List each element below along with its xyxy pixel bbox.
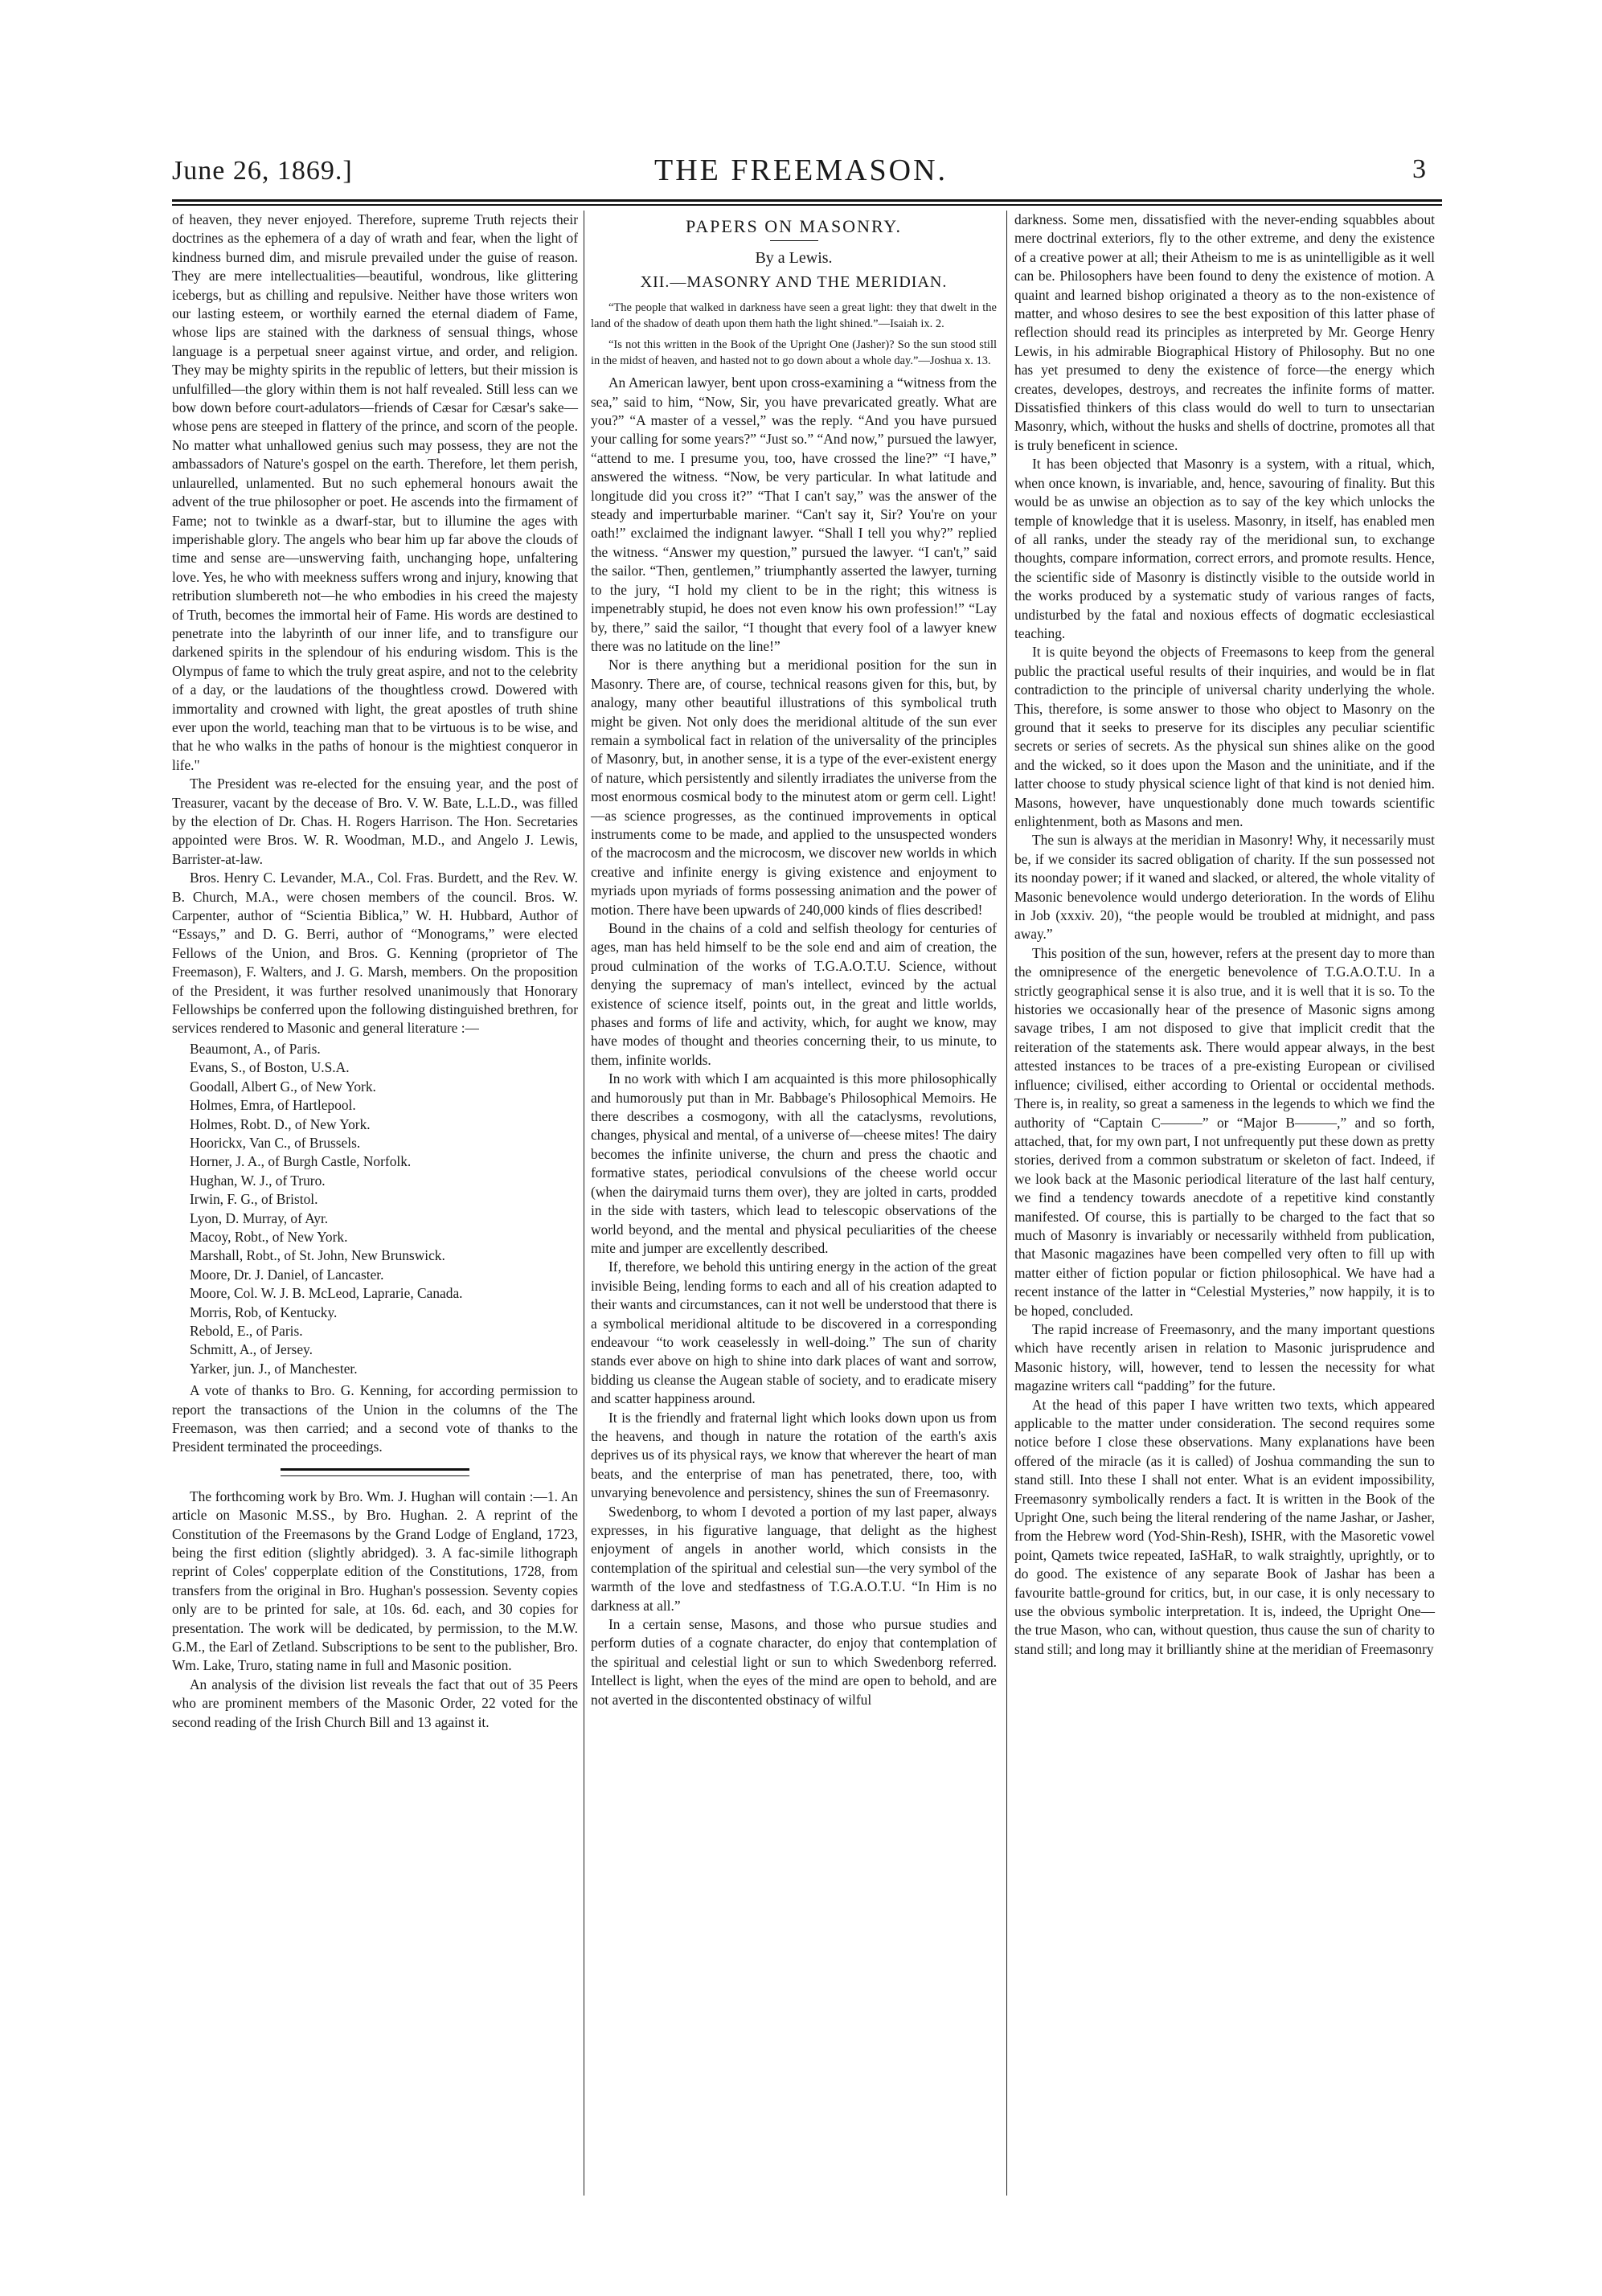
paragraph: Bound in the chains of a cold and selfish theology for centuries of ages, man has held himself to be the sole end and aim of creation, the proud culmination of the works of T.G.A.O.T.U. Science, without denying the supremacy of man's intellect, evinced by the actual existence of science itself, points out, in the great and little worlds, phases and forms of life and activity, which, for aught we know, may have modes of thought and theories concerning their, to us minute, to them, infinite worlds. — [591, 920, 997, 1068]
masthead — [172, 153, 1458, 201]
list-item: Moore, Dr. J. Daniel, of Lancaster. — [190, 1266, 384, 1283]
page-number: 3 — [1412, 154, 1426, 184]
paragraph: In no work with which I am acquainted is this more philosophically and humorously put than in Mr. Babbage's Philosophical Memoirs. He there describes a cosmogony, with all the cataclysms, revolutions, changes, physical and mental, of a universe of—cheese mites! The dairy becomes the infinite universe, the churn and press the chaotic and formative states, periodical convulsions of the cheese world occur (when the dairymaid turns them over), they are jolted in carts, prodded in the side with tasters, which lead to telescopic observations of the world beyond, and the mental and physical peculiarities of the cheese mite and jumper are excellently described. — [591, 1070, 997, 1256]
column-1 — [172, 211, 578, 1732]
notice-paragraph: The forthcoming work by Bro. Wm. J. Hughan will contain :—1. An article on Masonic M.SS., by Bro. Hughan. 2. A reprint of the Constitution of the Freemasons by the Grand Lodge of England, 1723, being the first edition (slightly abridged). 3. A fac-simile lithograph reprint of Coles' copperplate edition of the Constitutions, 1728, from transfers from the original in Bro. Hughan's possession. Seventy copies only are to be printed for sale, at 10s. 6d. each, and 30 copies for presentation. The work will be dedicated, by permission, to the M.W. G.M., the Earl of Zetland. Subscriptions to be sent to the publisher, Bro. Wm. Lake, Truro, stating name in full and Masonic position. — [172, 1488, 578, 1674]
paragraph: It is quite beyond the objects of Freemasons to keep from the general public the practical useful results of their inquiries, and would be in flat contradiction to the principle of universal charity underlying the whole. This, therefore, is some answer to those who object to Masonry on the ground that it seeks to preserve for its disciples any peculiar scientific secrets or series of secrets. As the physical sun shines alike on the good and the wicked, so it does upon the Mason and the uninitiate, and if the latter choose to study physical science light of that kind is not denied him. Masons, however, have unquestionably done much towards scientific enlightenment, both as Masons and men. — [1014, 644, 1435, 829]
list-item: Rebold, E., of Paris. — [190, 1322, 303, 1339]
paragraph: At the head of this paper I have written two texts, which appeared applicable to the matter under consideration. The second requires some notice before I close these observations. Many explanations have been offered of the miracle (as it is called) of Joshua commanding the sun to stand still. Into these I shall not enter. What is an evident impossibility, Freemasonry symbolically renders a fact. It is written in the Book of the Upright One, such being the literal rendering of the name Jashar, or Jasher, from the Hebrew word (Yod-Shin-Resh), ISHR, with the Masoretic vowel point, Qamets twice repeated, IaSHaR, to walk straightly, uprightly, or to do good. The existence of any separate Book of Jashar has been a favourite battle-ground for critics, but, in our case, it is only necessary to use the obvious symbolic interpretation. It is, indeed, the Upright One—the true Mason, who can, without question, thus cause the sun of charity to stand still; and long may it brilliantly shine at the meridian of Freemasonry — [1014, 1396, 1435, 1657]
list-item: Beaumont, A., of Paris. — [190, 1040, 321, 1057]
column-divider-2 — [1006, 211, 1007, 2196]
list-item: Evans, S., of Boston, U.S.A. — [190, 1059, 350, 1076]
notice-paragraph: An analysis of the division list reveals the fact that out of 35 Peers who are prominent members of the Masonic Order, 22 voted for the second reading of the Irish Church Bill and 13 against it. — [172, 1676, 578, 1730]
article-subtitle: XII.—MASONRY AND THE MERIDIAN. — [640, 272, 948, 291]
list-item: Hughan, W. J., of Truro. — [190, 1172, 326, 1189]
section-separator-rule — [281, 1468, 469, 1476]
paragraph: In a certain sense, Masons, and those who pursue studies and perform duties of a cognate character, do enjoy that contemplation of the spiritual and celestial light or sun to which Swedenborg referred. Intellect is light, when the eyes of the mind are open to behold, and are not averted in the discontented obstinacy of wilful — [591, 1616, 997, 1708]
list-item: Holmes, Emra, of Hartlepool. — [190, 1097, 356, 1114]
paragraph: darkness. Some men, dissatisfied with the never-ending squabbles about mere doctrinal exteriors, fly to the other extreme, and deny the existence of a creative power at all; their Atheism to me is as unintelligible as it well can be. Philosophers have been found to deny the existence of motion. A quaint and learned bishop originated a theory as to the non-existence of matter, and whoso desires to see the best exposition of this latter phase of reflection should read its principles as interpreted by Mr. George Henry Lewis, in his admirable Biographical History of Philosophy. But no one has yet presumed to deny the existence of force—the energy which creates, developes, destroys, and recreates the infinite forms of matter. Dissatisfied thinkers of this class would do well to turn to unsectarian Masonry, which, without the husks and shells of doctrine, promotes all that is truly beneficent in science. — [1014, 211, 1435, 453]
list-item: Horner, J. A., of Burgh Castle, Norfolk. — [190, 1153, 412, 1170]
list-item: Schmitt, A., of Jersey. — [190, 1341, 313, 1358]
paragraph: It is the friendly and fraternal light which looks down upon us from the heavens, and though in nature the rotation of the earth's axis deprives us of its physical rays, we know that wherever the heart of man beats, and the enterprise of man has penetrated, there, too, with unvarying benevolence and persistency, shines the sun of Freemasonry. — [591, 1409, 997, 1501]
newspaper-title: THE FREEMASON. — [654, 153, 948, 187]
paragraph: An American lawyer, bent upon cross-examining a “witness from the sea,” said to him, “Now, Sir, you have prevaricated greatly. What are you?” “A master of a vessel,” was the reply. “And you have pursued your calling for some years?” “Just so.” “And now,” pursued the lawyer, “attend to me. I presume you, too, have crossed the line?” “I have,” answered the witness. “Now, be very particular. In what latitude and longitude did you cross it?” “That I can't say,” was the answer of the steady and imperturbable mariner. “Can't say it, Sir? You're on your oath!” exclaimed the indignant lawyer. “Shall I tell you why?” replied the witness. “Answer my question,” pursued the lawyer. “I can't,” said the sailor. “Then, gentlemen,” triumphantly asserted the lawyer, turning to the jury, “I hold my client to be in the right; this witness is impenetrably stupid, he does not even know his own profession!” “Lay by, there,” said the sailor, “I thought that every fool of a lawyer knew there was no latitude on the line!” — [591, 374, 997, 654]
paragraph: The rapid increase of Freemasonry, and the many important questions which have recently arisen in relation to Masonic jurisprudence and Masonic history, will, however, tend to lessen the necessity for what magazine writers call “padding” for the future. — [1014, 1320, 1435, 1394]
paragraph: Nor is there anything but a meridional position for the sun in Masonry. There are, of course, technical reasons given for this, but, by analogy, many other beautiful illustrations of this symbolical truth might be given. Not only does the meridional altitude of the sun ever remain a symbolical fact in relation of the universality of the principles of Masonry, but, in another sense, it is a type of the ever-existent energy of nature, which persistently and silently irradiates the universe from the most enormous cosmical body to the minutest atom or germ cell. Light!—as science progresses, as the continued improvements in optical instruments come to be made, and applied to the unsuspected wonders of the macrocosm and the microcosm, we discover new worlds in which creative and infinite energy is giving existence and enjoyment to myriads upon myriads of forms possessing animation and the power of motion. There have been upwards of 240,000 kinds of flies described! — [591, 657, 997, 918]
list-item: Irwin, F. G., of Bristol. — [190, 1191, 318, 1208]
paragraph: This position of the sun, however, refers at the present day to more than the omnipresence of the energetic benevolence of T.G.A.O.T.U. In a strictly geographical sense it is also true, and it is well that it is so. To the histories we occasionally hear of the presence of Masonic signs among savage tribes, I am not disposed to give that implicit credit that the reiteration of the statements ask. There would appear always, in the best attested instances to be traces of a pre-existing European or civilised influence; civilised, either according to Oriental or occidental methods. There is, in reality, so great a sameness in the legends to which we find the authority of “Captain C———” or “Major B———,” and so forth, attached, that, for my own part, I not unfrequently put these down as pretty stories, derived from a common substratum or skeleton of fact. Indeed, if we look back at the Masonic periodical literature of the last half century, we find a tendency towards anecdote of a repetitive kind constantly manifested. Of course, this is partially to be charged to the fact that so much of Masonry is invariably or necessarily withheld from publication, that Masonic magazines have been compelled very often to fill up with matter either of fiction popular or fiction philosophical. We have had a recent instance of the latter in “Celestial Mysteries,” now happily, it is to be hoped, concluded. — [1014, 944, 1435, 1319]
paragraph: of heaven, they never enjoyed. Therefore, supreme Truth rejects their doctrines as the ephemera of a day of wrath and fear, when the light of kindness burned dim, and misrule prevailed under the guise of reason. They are mere intellectualities—beautiful, wondrous, like glittering icebergs, but as chilling and repulsive. Neither have those writers won our lasting esteem, or worthily earned the eternal diadem of Fame, whose lips are stained with the darkness of sensual things, whose language is a perpetual sneer against virtue, and order, and religion. They may be mighty spirits in the republic of letters, but their mission is unfulfilled—the glory within them is not half revealed. Still less can we bow down before court-adulators—friends of Cæsar for Cæsar's sake—whose pens are steeped in flattery of the prince, and scorn of the people. No matter what unhallowed genius such may possess, they are not the ambassadors of Nature's gospel on the earth. Therefore, let them perish, unlaurelled, unlamented. But no such ephemeral honours await the advent of the true philosopher or poet. He ascends into the firmament of Fame; not to twinkle as a dwarf-star, but to illumine the ages with imperishable glory. The angels who bear him up far above the clouds of time and sense are—unswerving faith, unchanging hope, unfaltering love. Yes, he who with meekness suffers wrong and injury, knowing that retribution slumbereth not—he who embodies in his creed the majesty of Truth, becomes the immortal heir of Fame. His words are destined to penetrate into the labyrinth of our inner life, and to transfigure our darkened spirits in the splendour of his enduring wisdom. This is the Olympus of fame to which the truly great aspire, and not to the celebrity of a day, or the laudations of the thoughtless crowd. Dowered with immortality and crowned with light, the great apostles of truth shine ever upon the world, teaching man that to be virtuous is to be wise, and that he who walks in the paths of honour is the mightiest conqueror in life." — [172, 211, 578, 773]
paragraph: Swedenborg, to whom I devoted a portion of my last paper, always expresses, in his figurative language, that delight as the highest enjoyment of angels in another world, which consists in the contemplation of the spiritual and celestial sun—the very symbol of the warmth of the love and stedfastness of T.G.A.O.T.U. “In Him is no darkness at all.” — [591, 1503, 997, 1614]
list-item: Moore, Col. W. J. B. McLeod, Laprarie, Canada. — [190, 1285, 463, 1302]
paragraph: Bros. Henry C. Levander, M.A., Col. Fras. Burdett, and the Rev. W. B. Church, M.A., were chosen members of the council. Bros. W. Carpenter, author of “Scientia Biblica,” W. H. Hubbard, Author of “Essays,” and D. G. Berri, author of “Monograms,” were elected Fellows of the Union, and Bros. G. Kenning (proprietor of The Freemason), F. Walters, and J. G. Marsh, members. On the proposition of the President, it was further resolved unanimously that Honorary Fellowships be conferred upon the following distinguished brethren, for services rendered to Masonic and general literature :— — [172, 870, 578, 1037]
column-2 — [591, 211, 997, 1709]
list-item: Goodall, Albert G., of New York. — [190, 1078, 376, 1095]
section-title: PAPERS ON MASONRY. — [686, 216, 902, 236]
byline: By a Lewis. — [755, 249, 833, 268]
list-item: Macoy, Robt., of New York. — [190, 1228, 348, 1245]
paragraph: The sun is always at the meridian in Masonry! Why, it necessarily must be, if we consider its sacred obligation of charity. If the sun possessed not its noonday power; if it waned and slacked, or altered, the whole vitality of Masonic benevolence would undergo deterioration. In the words of Elihu in Job (xxxiv. 20), “the people would be troubled at midnight, and pass away.” — [1014, 832, 1435, 943]
honorary-fellows-list — [172, 1040, 578, 1378]
paragraph: If, therefore, we behold this untiring energy in the action of the great invisible Being, lending forms to each and all of his creation adapted to their wants and circumstances, can it not well be understood that there is a symbolical meridional altitude to be discovered in a corresponding endeavour “to work ceaselessly in well-doing.” The sun of charity stands ever above on high to shine into dark places of want and sorrow, bidding us cleanse the Augean stable of society, and to eradicate misery and scatter happiness around. — [591, 1259, 997, 1407]
list-item: Lyon, D. Murray, of Ayr. — [190, 1209, 329, 1226]
masthead-double-rule — [172, 199, 1442, 206]
epigraph: “Is not this written in the Book of the Upright One (Jasher)? So the sun stood still in the midst of heaven, and hasted not to go down about a whole day.”—Joshua x. 13. — [591, 338, 997, 368]
paragraph: It has been objected that Masonry is a system, with a ritual, which, when once known, is invariable, and, hence, savouring of finality. But this would be as unwise an objection as to say of the key which unlocks the temple of knowledge that it is useless. Masonry, in itself, has enabled men of all ranks, under the steady ray of the meridional sun, to exchange thoughts, compare information, correct errors, and promote results. Hence, the scientific side of Masonry is distinctly visible to the outside world in the works produced by a systematic study of various ranges of facts, undisturbed by the fatal and noxious effects of dogmatic ecclesiastical teaching. — [1014, 456, 1435, 641]
issue-date: June 26, 1869.] — [172, 156, 353, 186]
paragraph: The President was re-elected for the ensuing year, and the post of Treasurer, vacant by the decease of Bro. V. W. Bate, L.L.D., was filled by the election of Dr. Chas. H. Rogers Harrison. The Hon. Secretaries appointed were Bros. W. R. Woodman, M.D., and Angelo J. Lewis, Barrister-at-law. — [172, 776, 578, 867]
list-item: Holmes, Robt. D., of New York. — [190, 1115, 371, 1132]
list-item: Hoorickx, Van C., of Brussels. — [190, 1134, 361, 1151]
epigraph: “The people that walked in darkness have seen a great light: they that dwelt in the land of the shadow of death upon them hath the light shined.”—Isaiah ix. 2. — [591, 301, 997, 331]
column-3 — [1014, 211, 1435, 1659]
list-item: Yarker, jun. J., of Manchester. — [190, 1360, 358, 1377]
title-rule — [770, 240, 818, 241]
list-item: Morris, Rob, of Kentucky. — [190, 1304, 338, 1320]
list-item: Marshall, Robt., of St. John, New Brunswick. — [190, 1247, 445, 1264]
paragraph: A vote of thanks to Bro. G. Kenning, for according permission to report the transactions of the Union in the columns of the The Freemason, was then carried; and a second vote of thanks to the President terminated the proceedings. — [172, 1382, 578, 1455]
